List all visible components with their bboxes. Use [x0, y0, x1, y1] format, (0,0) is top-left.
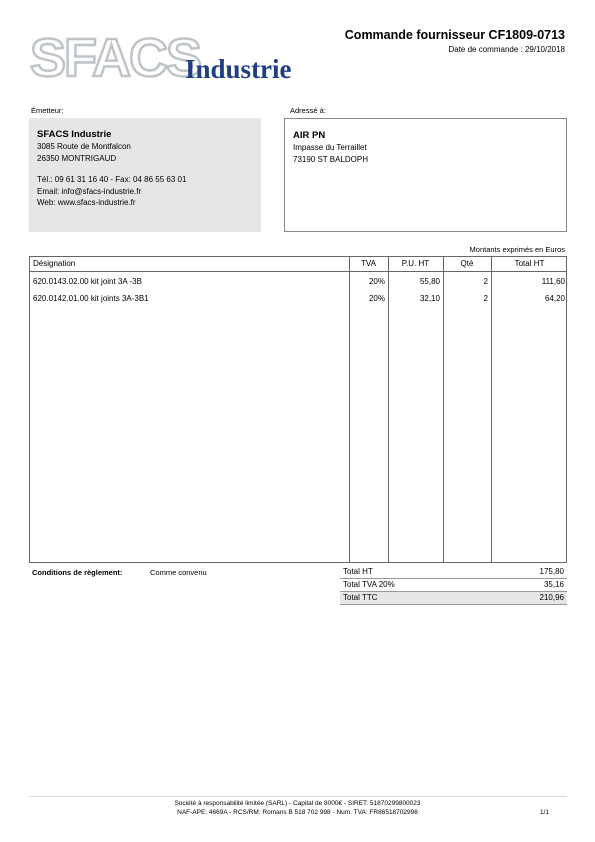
- total-ht-row: [340, 566, 567, 579]
- recipient-address-line2: 73190 ST BALDOPH: [293, 154, 369, 164]
- header-total: Total HT: [514, 259, 545, 268]
- sender-address-line2: 26350 MONTRIGAUD: [37, 153, 117, 163]
- total-tva-value: 35,16: [543, 580, 564, 589]
- footer-line1: Société à responsabilité limitée (SARL) - Capital de 8000€ - SIRET: 51870299800023: [174, 800, 421, 807]
- recipient-address-line1: Impasse du Terraillet: [293, 143, 367, 152]
- payment-value: Comme convenu: [150, 568, 207, 577]
- row2-unit-price: 32,10: [419, 294, 440, 303]
- recipient-box: [284, 118, 567, 232]
- items-table: [29, 256, 567, 563]
- row1-tva: 20%: [368, 277, 385, 286]
- sender-email: Email: info@sfacs-industrie.fr: [37, 186, 142, 196]
- sender-web: Web: www.sfacs-industrie.fr: [37, 198, 136, 207]
- row1-unit-price: 55,80: [419, 277, 440, 286]
- sender-phone: Tél.: 09 61 31 16 40 - Fax: 04 86 55 63 01: [37, 175, 187, 184]
- row2-tva: 20%: [368, 294, 385, 303]
- logo-sfacs-text: SFACS: [30, 28, 201, 88]
- payment-label: Conditions de règlement:: [32, 568, 123, 577]
- document-title: Commande fournisseur CF1809-0713: [344, 28, 565, 42]
- row1-total: 111,60: [541, 277, 565, 286]
- total-ht-value: 175,80: [539, 567, 564, 576]
- row1-quantity: 2: [483, 277, 488, 286]
- footer-line2: NAF-APE: 4669A - RCS/RM: Romans B 518 702 998 - Num. TVA: FR86518702998: [177, 809, 418, 816]
- sender-address-line1: 3085 Route de Montfalcon: [37, 142, 131, 151]
- row2-quantity: 2: [483, 294, 488, 303]
- header-tva: TVA: [361, 259, 376, 268]
- order-date: Date de commande : 29/10/2018: [448, 45, 565, 54]
- header-unit-price: P.U. HT: [401, 259, 430, 268]
- row2-designation: 620.0142.01.00 kit joints 3A-3B1: [33, 294, 149, 303]
- total-ttc-row: [340, 592, 567, 605]
- header-designation: Désignation: [33, 259, 76, 268]
- totals-table: [340, 566, 567, 605]
- recipient-name: AIR PN: [293, 130, 326, 141]
- sender-name: SFACS Industrie: [37, 129, 112, 140]
- page-number: 1/1: [539, 809, 549, 816]
- header-quantity: Qté: [460, 259, 474, 268]
- footer-divider: [29, 796, 567, 797]
- recipient-label: Adressé à:: [290, 106, 326, 115]
- total-tva-label: Total TVA 20%: [343, 580, 395, 589]
- total-ttc-value: 210,96: [539, 593, 564, 602]
- currency-note: Montants exprimés en Euros: [469, 245, 565, 254]
- company-logo: [30, 28, 320, 88]
- row2-total: 64,20: [544, 294, 565, 303]
- sender-box: [29, 118, 261, 232]
- sender-label: Émetteur:: [31, 106, 64, 115]
- total-ttc-label: Total TTC: [343, 593, 378, 602]
- total-ht-label: Total HT: [343, 567, 373, 576]
- total-tva-row: [340, 579, 567, 592]
- row1-designation: 620.0143.02.00 kit joint 3A -3B: [33, 277, 142, 286]
- logo-industrie-text: Industrie: [185, 54, 292, 84]
